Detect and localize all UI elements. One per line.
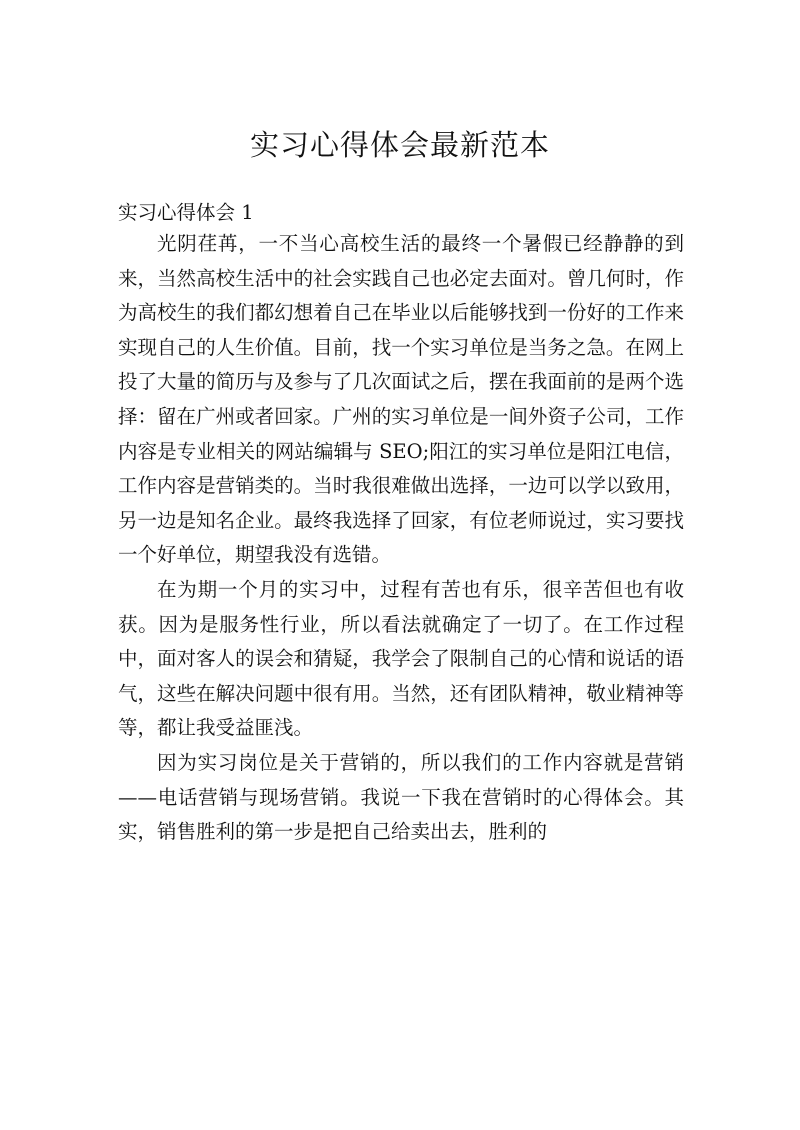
document-title: 实习心得体会最新范本 [249, 128, 550, 162]
paragraph-2: 在为期一个月的实习中，过程有苦也有乐，很辛苦但也有收获。因为是服务性行业，所以看法就确定了一切了。在工作过程中，面对客人的误会和猜疑，我学会了限制自己的心情和说话的语气，这些在解决问题中很有用。当然，还有团队精神，敬业精神等等，都让我受益匪浅。 [118, 577, 684, 740]
paragraph-3: 因为实习岗位是关于营销的，所以我们的工作内容就是营销——电话营销与现场营销。我说一下我在营销时的心得体会。其实，销售胜利的第一步是把自己给卖出去，胜利的 [118, 750, 684, 844]
document-body [118, 227, 684, 850]
section-heading: 实习心得体会 1 [118, 201, 254, 224]
paragraph-1: 光阴荏苒，一不当心高校生活的最终一个暑假已经静静的到来，当然高校生活中的社会实践自己也必定去面对。曾几何时，作为高校生的我们都幻想着自己在毕业以后能够找到一份好的工作来实现自己的人生价值。目前，找一个实习单位是当务之急。在网上投了大量的简历与及参与了几次面试之后，摆在我面前的是两个选择：留在广州或者回家。广州的实习单位是一间外资子公司，工作内容是专业相关的网站编辑与 SEO;阳江的实习单位是阳江电信，工作内容是营销类的。当时我很难做出选择，一边可以学以致用，另一边是知名企业。最终我选择了回家，有位老师说过，实习要找一个好单位，期望我没有选错。 [118, 232, 684, 567]
